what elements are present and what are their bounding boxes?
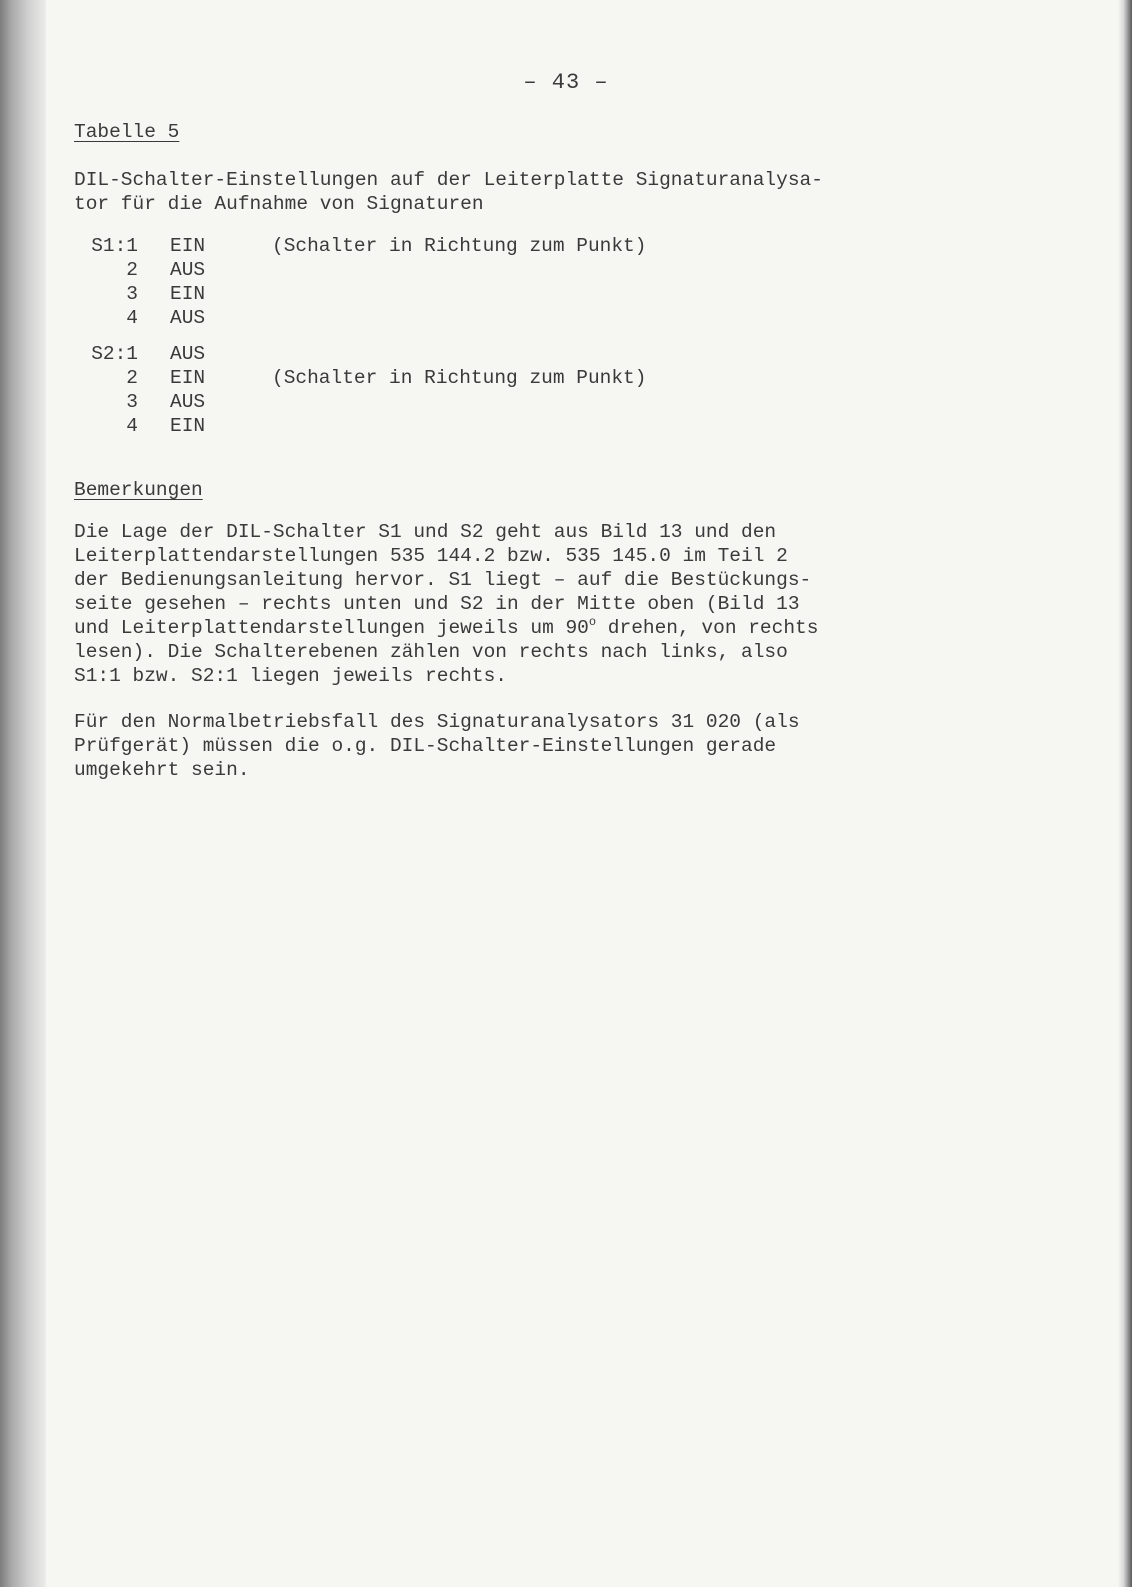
table-caption — [74, 168, 1094, 216]
paragraph-line: Für den Normalbetriebsfall des Signaturanalysators 31 020 (als — [74, 711, 800, 733]
switch-label: S2:1 — [91, 343, 138, 365]
switch-value: AUS — [170, 259, 206, 281]
switch-value: AUS — [170, 343, 206, 365]
paragraph-line: umgekehrt sein. — [74, 759, 250, 781]
switch-value: EIN — [170, 235, 206, 257]
paragraph-line: Prüfgerät) müssen die o.g. DIL-Schalter-Einstellungen gerade — [74, 735, 777, 757]
caption-line: DIL-Schalter-Einstellungen auf der Leiterplatte Signaturanalysa- — [74, 169, 823, 191]
remarks-paragraph-2 — [74, 710, 1094, 782]
switch-value: AUS — [170, 307, 206, 329]
page-number: – 43 – — [523, 70, 609, 95]
switch-label: 2 — [126, 367, 138, 389]
switch-label: 4 — [126, 307, 138, 329]
switch-value: EIN — [170, 283, 206, 305]
paragraph-line: Leiterplattendarstellungen 535 144.2 bzw. 535 145.0 im Teil 2 — [74, 545, 788, 567]
switch-label: 3 — [126, 391, 138, 413]
remarks-paragraph-1 — [74, 520, 1094, 688]
line-text: drehen, von rechts — [596, 617, 819, 639]
switch-note: (Schalter in Richtung zum Punkt) — [272, 235, 647, 257]
paragraph-line: lesen). Die Schalterebenen zählen von rechts nach links, also — [74, 641, 788, 663]
switch-value: EIN — [170, 367, 206, 389]
remarks-heading: Bemerkungen — [74, 479, 203, 501]
degree-superscript: o — [588, 615, 597, 629]
paragraph-line — [74, 616, 1094, 640]
switch-label: 2 — [126, 259, 138, 281]
paragraph-line: der Bedienungsanleitung hervor. S1 liegt – auf die Bestückungs- — [74, 569, 812, 591]
caption-line: tor für die Aufnahme von Signaturen — [74, 193, 484, 215]
switch-label: 3 — [126, 283, 138, 305]
switch-note: (Schalter in Richtung zum Punkt) — [272, 367, 647, 389]
table-heading: Tabelle 5 — [74, 121, 180, 143]
switch-label: S1:1 — [91, 235, 138, 257]
switch-value: AUS — [170, 391, 206, 413]
paragraph-line: S1:1 bzw. S2:1 liegen jeweils rechts. — [74, 665, 507, 687]
line-text: und Leiterplattendarstellungen jeweils um 90 — [74, 617, 589, 639]
switch-value: EIN — [170, 415, 206, 437]
paragraph-line: seite gesehen – rechts unten und S2 in der Mitte oben (Bild 13 — [74, 593, 800, 615]
switch-label: 4 — [126, 415, 138, 437]
paragraph-line: Die Lage der DIL-Schalter S1 und S2 geht aus Bild 13 und den — [74, 521, 777, 543]
